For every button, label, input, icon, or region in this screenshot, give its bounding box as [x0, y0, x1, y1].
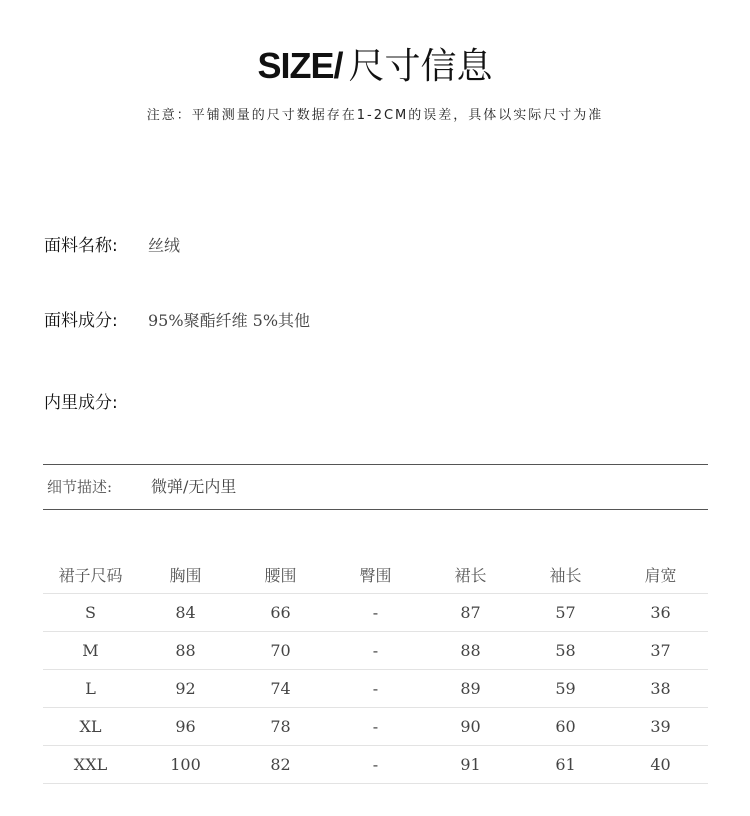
cell-size: XXL [43, 746, 138, 784]
cell-waist: 74 [233, 670, 328, 708]
table-row [43, 632, 708, 670]
page-title [0, 40, 750, 93]
fabric-name-value: 丝绒 [148, 236, 181, 255]
cell-waist: 66 [233, 594, 328, 632]
cell-skirt-length: 90 [423, 708, 518, 746]
cell-size: XL [43, 708, 138, 746]
cell-bust: 100 [138, 746, 233, 784]
fabric-composition-value: 95%聚酯纤维 5%其他 [148, 311, 311, 330]
fabric-name-row [44, 233, 180, 259]
cell-waist: 70 [233, 632, 328, 670]
lining-composition-row [44, 390, 148, 416]
cell-hip: - [328, 708, 423, 746]
cell-bust: 96 [138, 708, 233, 746]
header-sleeve-length: 袖长 [518, 555, 613, 594]
header-skirt-length: 裙长 [423, 555, 518, 594]
cell-sleeve-length: 61 [518, 746, 613, 784]
header-size: 裙子尺码 [43, 555, 138, 594]
fabric-name-label: 面料名称: [44, 236, 118, 256]
cell-size: S [43, 594, 138, 632]
cell-shoulder-width: 39 [613, 708, 708, 746]
table-row [43, 708, 708, 746]
cell-sleeve-length: 60 [518, 708, 613, 746]
header-bust: 胸围 [138, 555, 233, 594]
table-row [43, 670, 708, 708]
cell-skirt-length: 91 [423, 746, 518, 784]
cell-skirt-length: 87 [423, 594, 518, 632]
cell-shoulder-width: 40 [613, 746, 708, 784]
cell-sleeve-length: 58 [518, 632, 613, 670]
cell-bust: 92 [138, 670, 233, 708]
cell-skirt-length: 88 [423, 632, 518, 670]
cell-hip: - [328, 632, 423, 670]
table-row [43, 594, 708, 632]
fabric-composition-row [44, 308, 310, 334]
cell-waist: 78 [233, 708, 328, 746]
header-hip: 臀围 [328, 555, 423, 594]
page-title-en: SIZE/ [257, 45, 343, 86]
cell-shoulder-width: 37 [613, 632, 708, 670]
cell-shoulder-width: 38 [613, 670, 708, 708]
cell-size: M [43, 632, 138, 670]
header-waist: 腰围 [233, 555, 328, 594]
cell-sleeve-length: 57 [518, 594, 613, 632]
cell-size: L [43, 670, 138, 708]
cell-waist: 82 [233, 746, 328, 784]
cell-hip: - [328, 594, 423, 632]
cell-hip: - [328, 746, 423, 784]
cell-shoulder-width: 36 [613, 594, 708, 632]
lining-composition-label: 内里成分: [44, 393, 118, 413]
header-shoulder-width: 肩宽 [613, 555, 708, 594]
measurement-notice: 注意：平铺测量的尺寸数据存在1-2CM的误差，具体以实际尺寸为准 [146, 108, 604, 123]
page-title-zh: 尺寸信息 [348, 46, 493, 87]
fabric-composition-label: 面料成分: [44, 311, 118, 331]
cell-sleeve-length: 59 [518, 670, 613, 708]
cell-skirt-length: 89 [423, 670, 518, 708]
cell-hip: - [328, 670, 423, 708]
detail-description-label: 细节描述: [47, 478, 113, 496]
cell-bust: 88 [138, 632, 233, 670]
size-table [43, 555, 708, 784]
table-row [43, 746, 708, 784]
detail-description-box [43, 464, 708, 510]
cell-bust: 84 [138, 594, 233, 632]
size-table-header-row [43, 555, 708, 594]
detail-description-value: 微弹/无内里 [151, 477, 237, 496]
